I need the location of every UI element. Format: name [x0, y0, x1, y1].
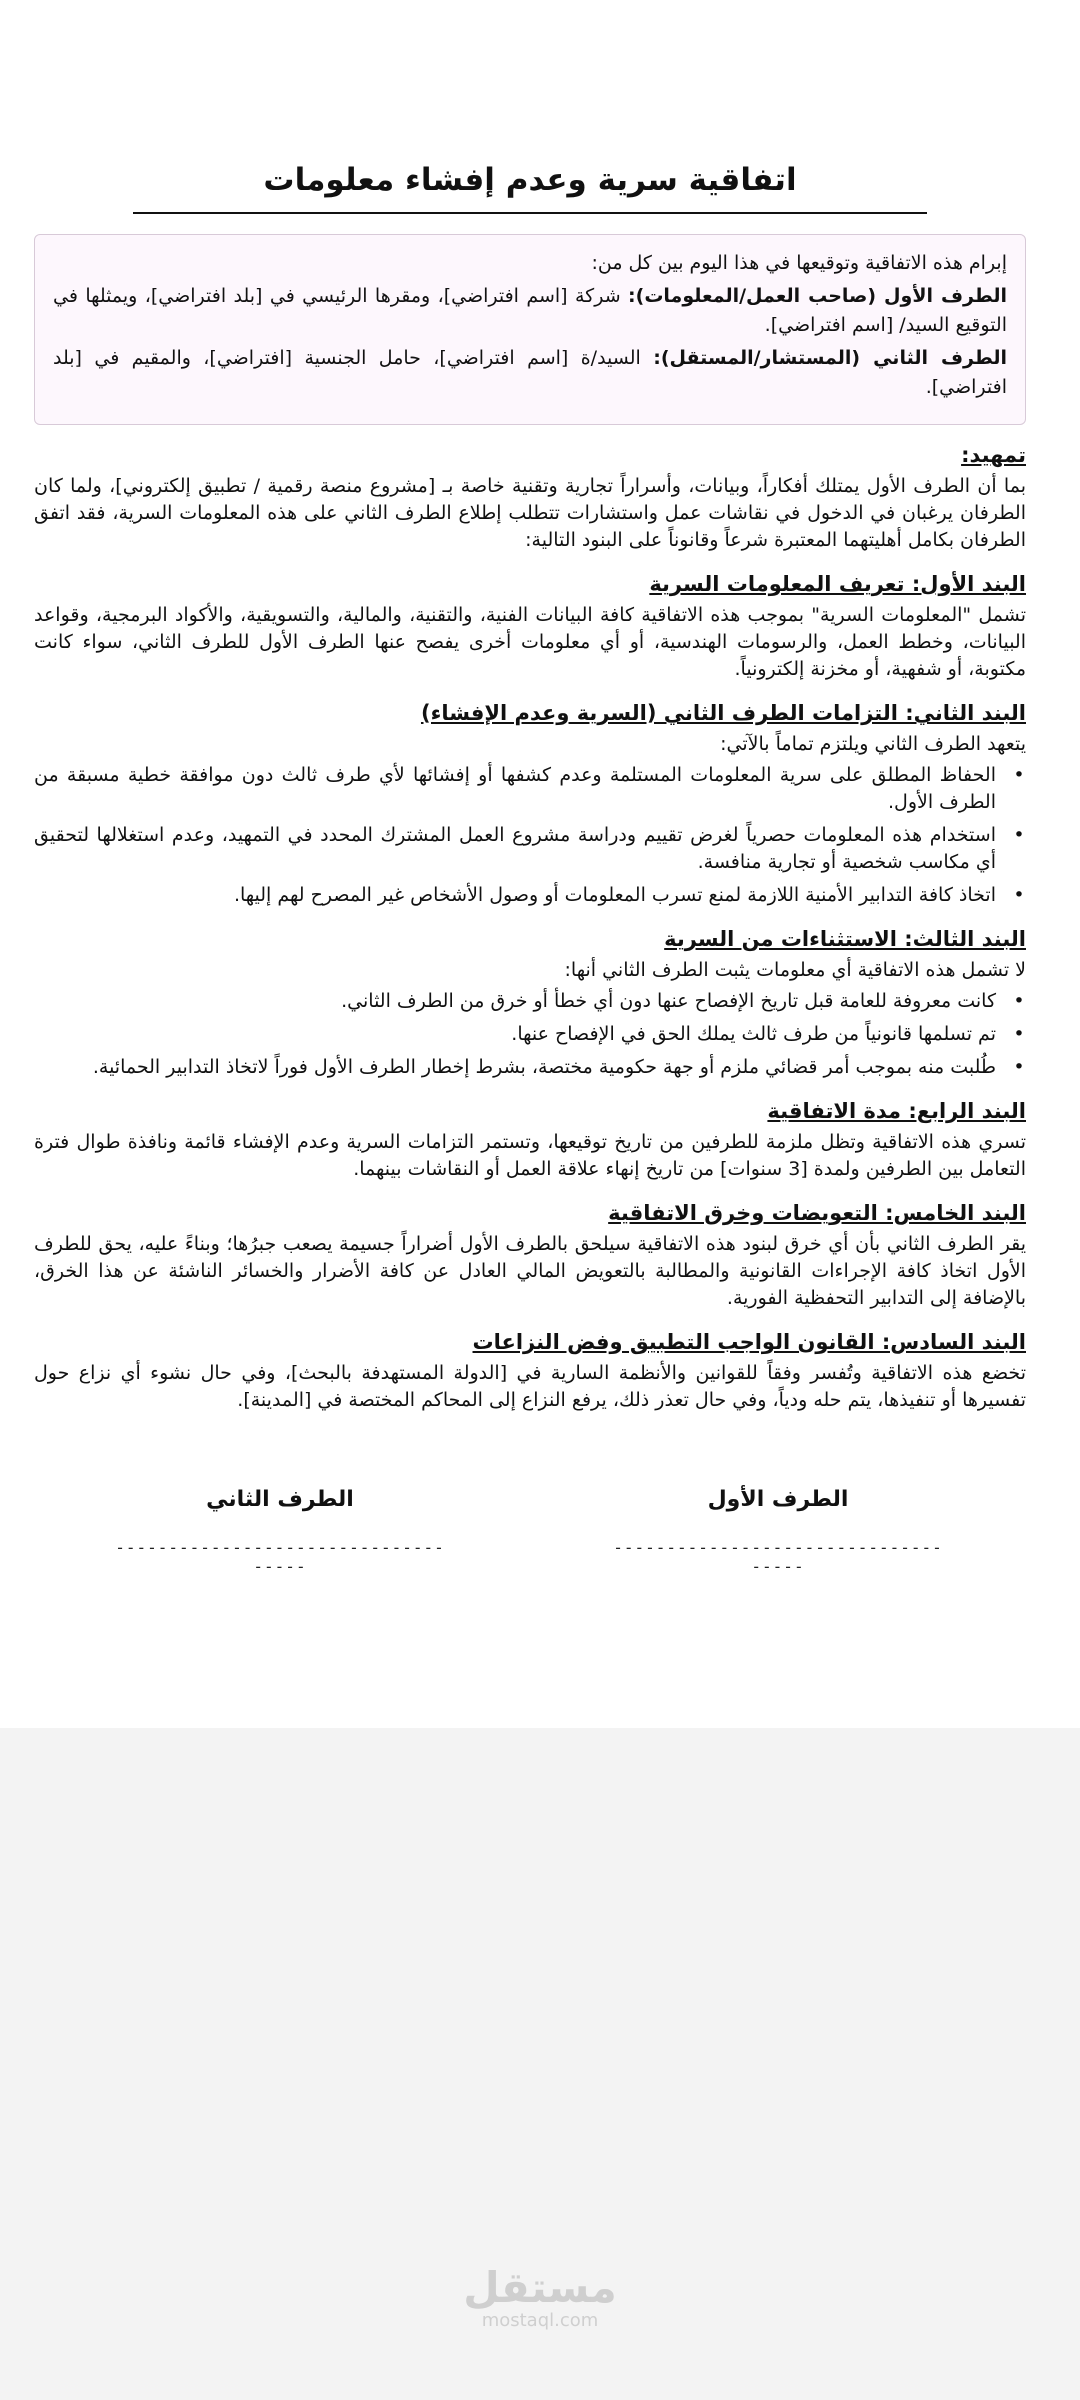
first-party-text: شركة [اسم افتراضي]، ومقرها الرئيسي في [بلد افتراضي]، ويمثلها في التوقيع السيد/ [اسم افتراضي]. — [53, 285, 1007, 336]
obligations-list — [34, 762, 1026, 909]
signature-block — [0, 1480, 1080, 1576]
list-item-text: تم تسلمها قانونياً من طرف ثالث يملك الحق في الإفصاح عنها. — [511, 1023, 996, 1045]
bullet-icon: • — [1013, 824, 1025, 846]
section-2-obligations — [34, 697, 1026, 909]
section-6-governing-law — [34, 1326, 1026, 1414]
section-body: تشمل "المعلومات السرية" بموجب هذه الاتفاقية كافة البيانات الفنية، والتقنية، والمالية، والتسويقية، والأكواد البرمجية، وقواعد البيانات، وخطط العمل، والرسومات الهندسية، أو أي معلومات أخرى يفصح عنها الطرف الأول للطرف الثاني، سواء كانت مكتوبة، أو شفهية، أو مخزنة إلكترونياً. — [34, 604, 1026, 680]
bullet-icon: • — [1013, 1056, 1025, 1078]
section-3-exceptions — [34, 923, 1026, 1081]
signature-label: الطرف الأول — [707, 1487, 849, 1512]
list-item — [34, 822, 1025, 876]
list-item-text: كانت معروفة للعامة قبل تاريخ الإفصاح عنها دون أي خطأ أو خرق من الطرف الثاني. — [341, 990, 996, 1012]
list-item — [34, 988, 1025, 1015]
signature-line: ------------------------------------ — [115, 1538, 445, 1576]
second-party-signature — [115, 1480, 445, 1576]
section-heading: البند الثاني: التزامات الطرف الثاني (السرية وعدم الإفشاء) — [420, 701, 1026, 725]
second-party-paragraph — [53, 344, 1007, 402]
bullet-icon: • — [1013, 884, 1025, 906]
section-4-duration — [34, 1095, 1026, 1183]
bullet-icon: • — [1013, 1023, 1025, 1045]
section-body: لا تشمل هذه الاتفاقية أي معلومات يثبت الطرف الثاني أنها: — [564, 959, 1026, 981]
document-content — [34, 150, 1026, 1414]
bullet-icon: • — [1013, 764, 1025, 786]
list-item-text: استخدام هذه المعلومات حصرياً لغرض تقييم ودراسة مشروع العمل المشترك المحدد في التمهيد، وعدم استغلالها لتحقيق أي مكاسب شخصية أو تجارية منافسة. — [34, 824, 996, 873]
second-party-text: السيد/ة [اسم افتراضي]، حامل الجنسية [افتراضي]، والمقيم في [بلد افتراضي]. — [53, 347, 1007, 398]
list-item-text: طُلبت منه بموجب أمر قضائي ملزم أو جهة حكومية مختصة، بشرط إخطار الطرف الأول فوراً لاتخاذ التدابير الحمائية. — [92, 1056, 996, 1078]
list-item-text: الحفاظ المطلق على سرية المعلومات المستلمة وعدم كشفها أو إفشائها لأي طرف ثالث دون موافقة خطية مسبقة من الطرف الأول. — [34, 764, 996, 813]
section-heading: البند الأول: تعريف المعلومات السرية — [649, 572, 1026, 596]
list-item — [34, 882, 1025, 909]
section-body: يقر الطرف الثاني بأن أي خرق لبنود هذه الاتفاقية سيلحق بالطرف الأول أضراراً جسيمة يصعب جبرُها؛ وبناءً عليه، يحق للطرف الأول اتخاذ كافة الإجراءات القانونية والمطالبة بالتعويض المالي العادل عن كافة الأضرار والخسائر الناشئة عن هذا الخرق، بالإضافة إلى التدابير التحفظية الفورية. — [34, 1233, 1026, 1309]
section-heading: البند الخامس: التعويضات وخرق الاتفاقية — [608, 1201, 1026, 1225]
section-1-definition — [34, 568, 1026, 683]
section-preamble — [34, 439, 1026, 554]
list-item — [34, 1021, 1025, 1048]
section-heading: تمهيد: — [961, 443, 1026, 467]
signature-line: ------------------------------------ — [613, 1538, 943, 1576]
title-underline — [133, 212, 927, 214]
second-party-label: الطرف الثاني (المستشار/المستقل): — [653, 347, 1007, 369]
first-party-label: الطرف الأول (صاحب العمل/المعلومات): — [628, 285, 1008, 307]
signature-label: الطرف الثاني — [206, 1487, 354, 1512]
parties-box — [34, 234, 1026, 425]
parties-intro: إبرام هذه الاتفاقية وتوقيعها في هذا اليوم بين كل من: — [591, 252, 1007, 274]
section-body: تسري هذه الاتفاقية وتظل ملزمة للطرفين من تاريخ توقيعها، وتستمر التزامات السرية وعدم الإفشاء قائمة ونافذة طوال فترة التعامل بين الطرفين ولمدة [3 سنوات] من تاريخ إنهاء علاقة العمل أو النقاشات بينهما. — [34, 1131, 1026, 1180]
section-body: بما أن الطرف الأول يمتلك أفكاراً، وبيانات، وأسراراً تجارية وتقنية خاصة بـ [مشروع منصة رقمية / تطبيق إلكتروني]، ولما كان الطرفان يرغبان في الدخول في نقاشات عمل واستشارات تتطلب إطلاع الطرف الثاني على هذه المعلومات السرية، فقد اتفق الطرفان بكامل أهليتهما المعتبرة شرعاً وقانوناً على البنود التالية: — [34, 475, 1026, 551]
first-party-paragraph — [53, 282, 1007, 340]
section-heading: البند الرابع: مدة الاتفاقية — [767, 1099, 1026, 1123]
section-body: يتعهد الطرف الثاني ويلتزم تماماً بالآتي: — [720, 733, 1026, 755]
section-heading: البند الثالث: الاستثناءات من السرية — [664, 927, 1026, 951]
section-body: تخضع هذه الاتفاقية وتُفسر وفقاً للقوانين والأنظمة السارية في [الدولة المستهدفة بالبحث]، وفي حال نشوء أي نزاع حول تفسيرها أو تنفيذها، يتم حله ودياً، وفي حال تعذر ذلك، يرفع النزاع إلى المحاكم المختصة في [المدينة]. — [34, 1362, 1026, 1411]
bullet-icon: • — [1013, 990, 1025, 1012]
exceptions-list — [34, 988, 1026, 1081]
document-title: اتفاقية سرية وعدم إفشاء معلومات — [263, 162, 797, 198]
first-party-signature — [613, 1480, 943, 1576]
mostaql-watermark — [440, 2265, 640, 2331]
section-5-compensation — [34, 1197, 1026, 1312]
list-item-text: اتخاذ كافة التدابير الأمنية اللازمة لمنع تسرب المعلومات أو وصول الأشخاص غير المصرح لهم إليها. — [233, 884, 996, 906]
section-heading: البند السادس: القانون الواجب التطبيق وفض النزاعات — [472, 1330, 1026, 1354]
watermark-logo-text: مستقل — [463, 2263, 617, 2312]
watermark-url: mostaql.com — [481, 2310, 599, 2331]
list-item — [34, 1054, 1025, 1081]
list-item — [34, 762, 1025, 816]
